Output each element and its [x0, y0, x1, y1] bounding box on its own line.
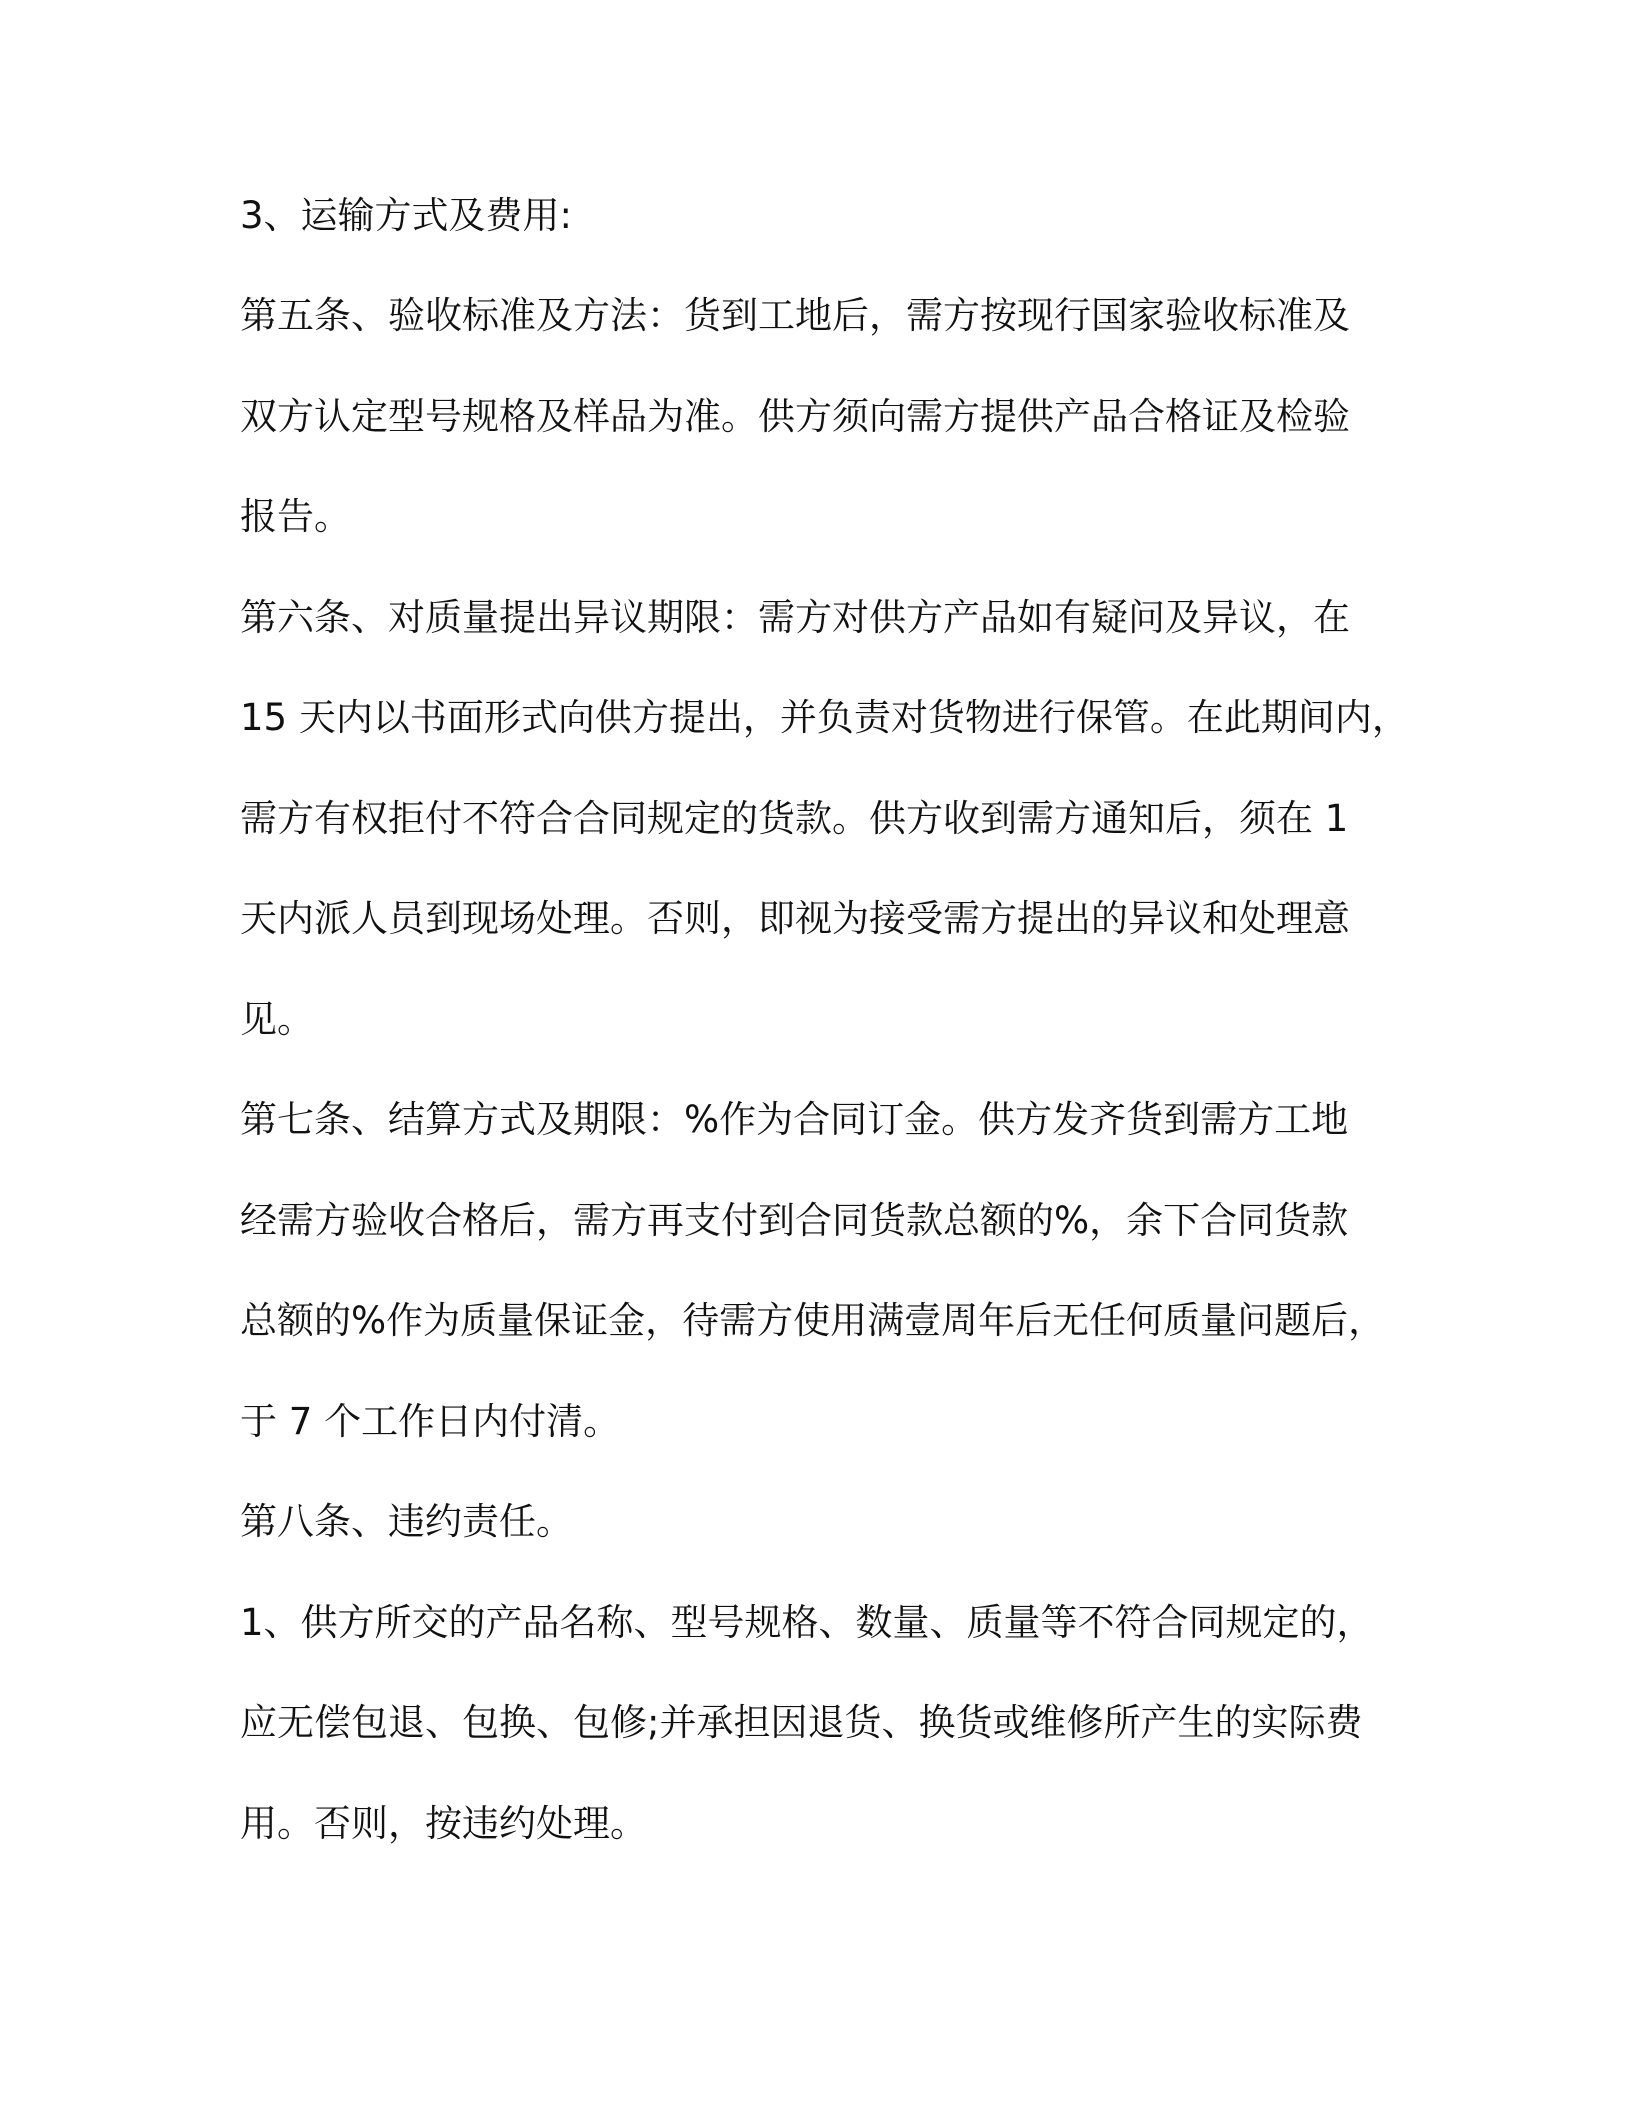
text-line: 报告。 [240, 495, 351, 538]
text-line: 第八条、违约责任。 [240, 1500, 573, 1543]
text-line: 15 天内以书面形式向供方提出，并负责对货物进行保管。在此期间内， [240, 696, 1409, 739]
text-line: 1、供方所交的产品名称、型号规格、数量、质量等不符合同规定的， [240, 1601, 1374, 1644]
text-line: 天内派人员到现场处理。否则，即视为接受需方提出的异议和处理意 [240, 897, 1350, 940]
text-line: 第六条、对质量提出异议期限：需方对供方产品如有疑问及异议，在 [240, 596, 1350, 639]
text-line: 于 7 个工作日内付清。 [240, 1400, 621, 1443]
text-line: 应无偿包退、包换、包修;并承担因退货、换货或维修所产生的实际费 [240, 1701, 1363, 1744]
text-line: 总额的%作为质量保证金，待需方使用满壹周年后无任何质量问题后， [240, 1299, 1386, 1342]
text-line: 3、运输方式及费用: [240, 194, 573, 237]
text-line: 第五条、验收标准及方法：货到工地后，需方按现行国家验收标准及 [240, 294, 1350, 337]
text-line: 经需方验收合格后，需方再支付到合同货款总额的%，余下合同货款 [240, 1199, 1349, 1242]
text-line: 第七条、结算方式及期限：%作为合同订金。供方发齐货到需方工地 [240, 1098, 1349, 1141]
text-line: 需方有权拒付不符合合同规定的货款。供方收到需方通知后，须在 1 [240, 797, 1349, 840]
text-line: 用。否则，按违约处理。 [240, 1802, 647, 1845]
text-line: 见。 [240, 998, 314, 1041]
text-line: 双方认定型号规格及样品为准。供方须向需方提供产品合格证及检验 [240, 395, 1350, 438]
